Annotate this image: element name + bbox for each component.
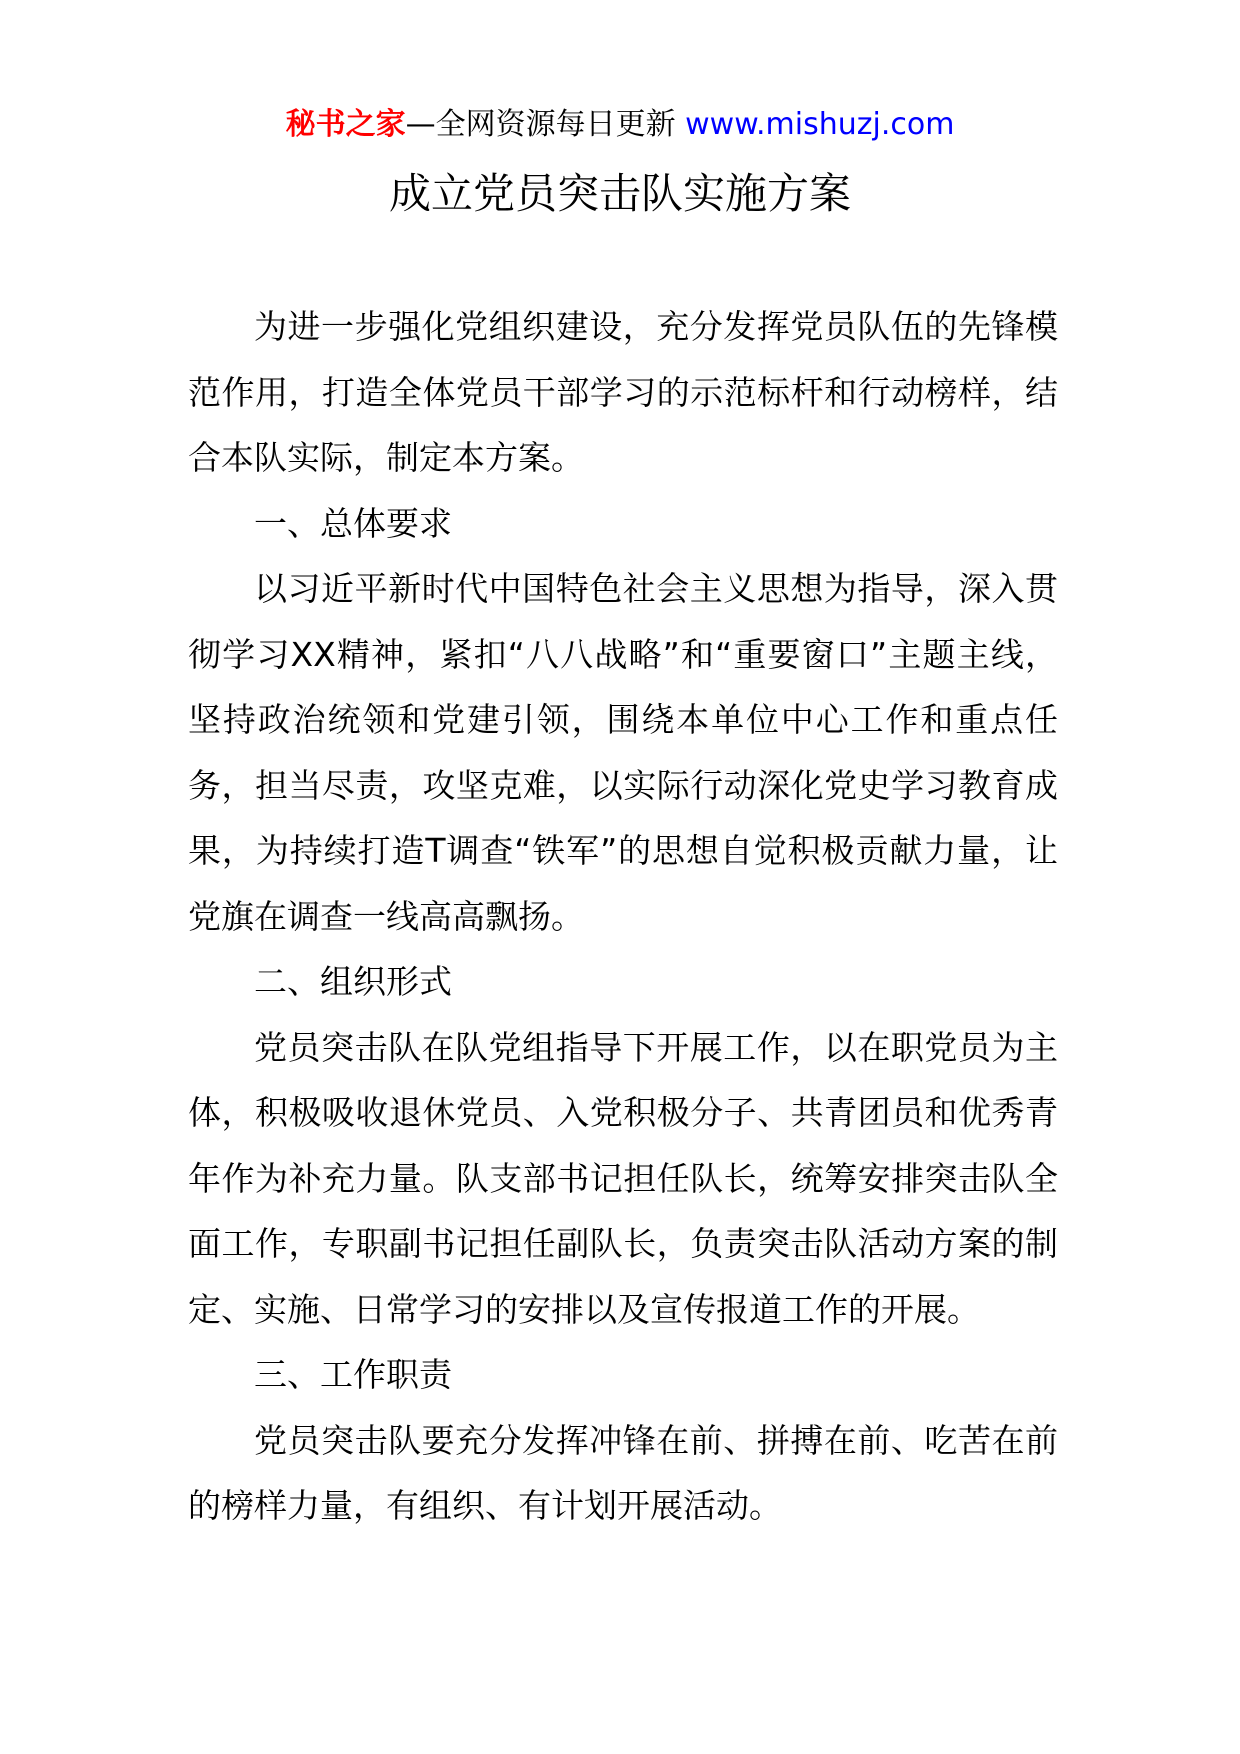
header-tagline: —全网资源每日更新 (405, 107, 686, 142)
section-heading-work-duties: 三、工作职责 (254, 1355, 452, 1394)
work-duties-paragraph: 党员突击队要充分发挥冲锋在前、拼搏在前、吃苦在前的榜样力量，有组织、有计划开展活动。 (188, 1420, 1058, 1525)
general-requirements-paragraph: 以习近平新时代中国特色社会主义思想为指导，深入贯彻学习XX精神，紧扣“八八战略”和“重要窗口”主题主线，坚持政治统领和党建引领，围绕本单位中心工作和重点任务，担当尽责，攻坚克难，以实际行动深化党史学习教育成果，为持续打造T调查“铁军”的思想自觉积极贡献力量，让党旗在调查一线高高飘扬。 (188, 569, 1058, 936)
section-heading-general-requirements: 一、总体要求 (254, 503, 452, 543)
brand-name: 秘书之家 (285, 107, 406, 142)
intro-paragraph: 为进一步强化党组织建设，充分发挥党员队伍的先锋模范作用，打造全体党员干部学习的示范标杆和行动榜样，结合本队实际，制定本方案。 (188, 307, 1058, 477)
site-url-link[interactable]: www.mishuzj.com (685, 107, 955, 142)
document-title: 成立党员突击队实施方案 (388, 169, 851, 218)
section-heading-organization-form: 二、组织形式 (254, 962, 452, 1001)
site-header (0, 103, 1240, 147)
organization-form-paragraph: 党员突击队在队党组指导下开展工作，以在职党员为主体，积极吸收退休党员、入党积极分子、共青团员和优秀青年作为补充力量。队支部书记担任队长，统筹安排突击队全面工作，专职副书记担任副队长，负责突击队活动方案的制定、实施、日常学习的安排以及宣传报道工作的开展。 (188, 1027, 1058, 1329)
document-body (188, 294, 1058, 1539)
